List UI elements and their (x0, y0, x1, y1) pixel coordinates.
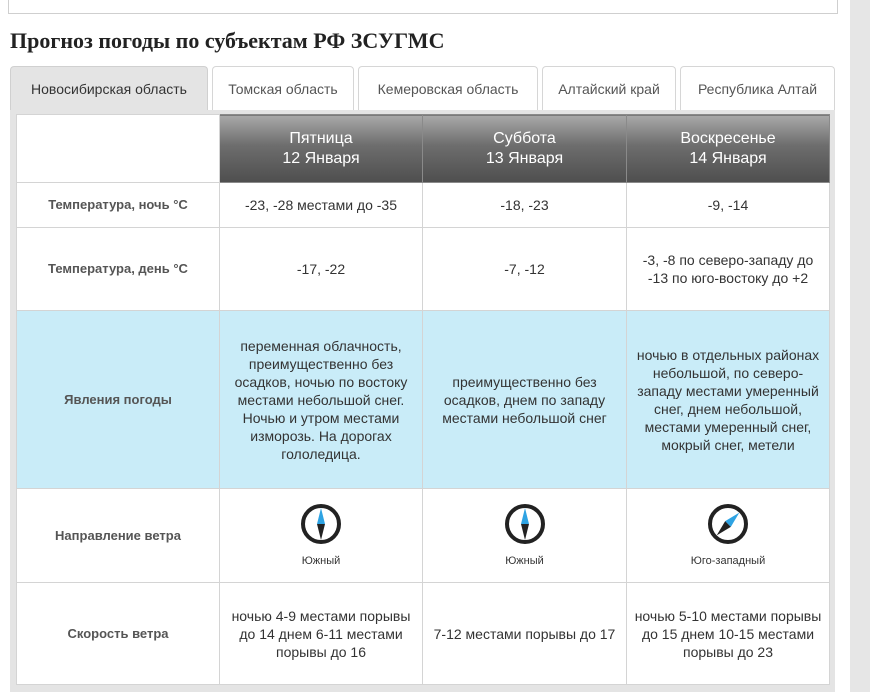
cell-value: -3, -8 по северо-западу до -13 по юго-востоку до +2 (627, 228, 830, 311)
wind-direction-label: Южный (505, 554, 544, 567)
cell-value: ночью 4-9 местами порывы до 14 днем 6-11 местами порывы до 16 (220, 583, 423, 685)
date: 14 Января (689, 149, 767, 167)
cell-value: -17, -22 (220, 228, 423, 311)
row-label: Температура, ночь °С (17, 183, 220, 228)
compass-icon (503, 502, 547, 546)
day-header (423, 115, 627, 183)
header-corner (17, 115, 220, 183)
row-label: Температура, день °С (17, 228, 220, 311)
cell-value: -23, -28 местами до -35 (220, 183, 423, 228)
forecast-table (16, 114, 830, 685)
date: 13 Января (485, 149, 564, 167)
right-rail (850, 0, 870, 692)
header-row (17, 115, 830, 183)
tab-altai-krai[interactable]: Алтайский край (542, 66, 676, 111)
top-box (8, 0, 838, 14)
date: 12 Января (282, 149, 360, 167)
cell-value: 7-12 местами порывы до 17 (423, 583, 627, 685)
cell-value: ночью в отдельных районах небольшой, по северо-западу местами умеренный снег, днем небольшой, местами умеренный снег, мокрый снег, метели (627, 311, 830, 489)
row-label: Скорость ветра (17, 583, 220, 685)
cell-value: переменная облачность, преимущественно без осадков, ночью по востоку местами небольшой снег. Ночью и утром местами изморозь. На дорогах гололедица. (220, 311, 423, 489)
day-header (220, 115, 423, 183)
cell-value: -7, -12 (423, 228, 627, 311)
weekday: Суббота (493, 129, 556, 147)
wind-direction-label: Южный (301, 554, 341, 567)
row-wind-speed (17, 583, 830, 685)
tab-kemerovo[interactable]: Кемеровская область (358, 66, 538, 111)
cell-value: -9, -14 (627, 183, 830, 228)
wind-cell (627, 489, 830, 583)
tab-tomsk[interactable]: Томская область (212, 66, 354, 111)
day-header (627, 115, 830, 183)
weekday: Воскресенье (680, 129, 776, 147)
row-label: Направление ветра (17, 489, 220, 583)
compass-icon (299, 502, 343, 546)
row-temp-day (17, 228, 830, 311)
cell-value: ночью 5-10 местами порывы до 15 днем 10-15 местами порывы до 23 (627, 583, 830, 685)
page-title: Прогноз погоды по субъектам РФ ЗСУГМС (10, 28, 445, 53)
wind-cell (220, 489, 423, 583)
tab-novosibirsk[interactable]: Новосибирская область (10, 66, 208, 111)
wind-cell (423, 489, 627, 583)
tab-altai-republic[interactable]: Республика Алтай (680, 66, 835, 111)
forecast-panel (10, 110, 835, 692)
row-temp-night (17, 183, 830, 228)
wind-direction-label: Юго-западный (690, 554, 766, 567)
row-wind-direction (17, 489, 830, 583)
row-phenomena (17, 311, 830, 489)
compass-icon (706, 502, 750, 546)
weekday: Пятница (289, 129, 353, 147)
row-label: Явления погоды (17, 311, 220, 489)
cell-value: -18, -23 (423, 183, 627, 228)
cell-value: преимущественно без осадков, днем по западу местами небольшой снег (423, 311, 627, 489)
